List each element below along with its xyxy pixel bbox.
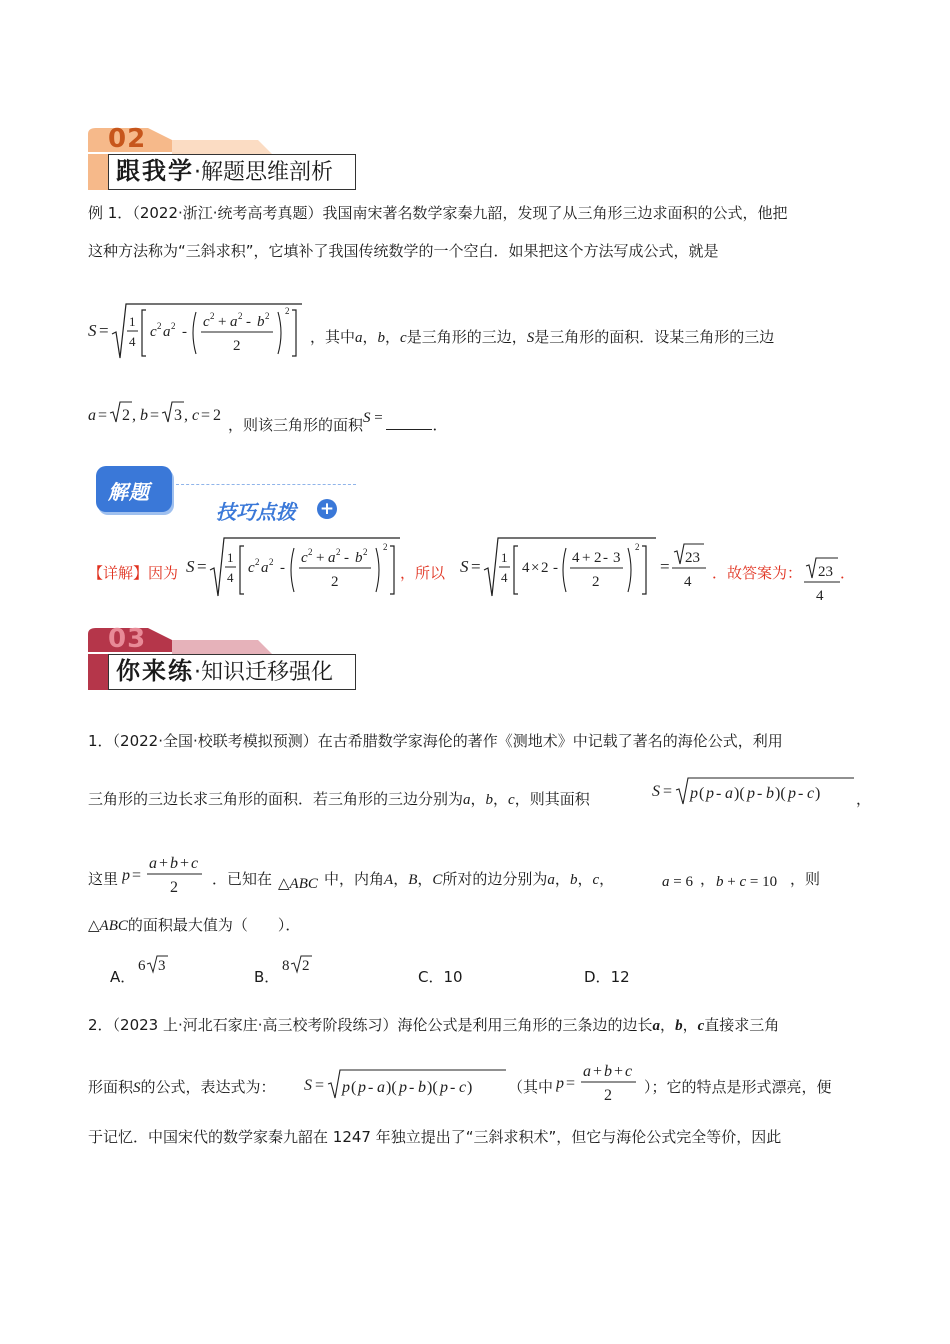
- svg-text:a: a: [377, 1079, 385, 1096]
- q1-line3-c: 中，内角: [324, 870, 385, 888]
- solution-row: [88, 532, 938, 602]
- svg-text:-: -: [246, 314, 251, 330]
- section-03-title-rest: ·知识迁移强化: [194, 660, 333, 685]
- q1-option-b-value: [280, 952, 320, 976]
- svg-text:4: 4: [816, 588, 824, 602]
- q1-line1: [88, 730, 783, 752]
- svg-text:4: 4: [227, 570, 234, 585]
- q1-option-b[interactable]: [254, 958, 310, 987]
- section-03-title-bold: 你来练: [116, 657, 194, 685]
- triangle-abc-1: △ABC: [278, 876, 318, 892]
- svg-text:a: a: [583, 1063, 591, 1080]
- q1-option-c[interactable]: [418, 966, 463, 987]
- svg-text:+: +: [614, 1063, 624, 1080]
- svg-text:a: a: [88, 407, 96, 424]
- q1-line2: [88, 774, 928, 814]
- svg-text:1: 1: [227, 550, 234, 565]
- svg-text:-: -: [368, 1079, 374, 1096]
- svg-text:2: 2: [285, 306, 290, 316]
- solution-subtitle: 技巧点拨: [216, 500, 296, 524]
- svg-text:2: 2: [157, 321, 162, 331]
- q1-line4: [88, 914, 300, 935]
- formula-note-a: ，其中: [310, 328, 356, 346]
- q1-condition-a: a = 6: [662, 874, 693, 890]
- svg-text:2: 2: [171, 321, 176, 331]
- section-02-title-bold: 跟我学: [116, 157, 194, 185]
- svg-text:a: a: [328, 550, 336, 566]
- svg-text:2: 2: [363, 547, 368, 557]
- svg-text:2: 2: [238, 311, 243, 321]
- svg-text:=: =: [660, 557, 670, 576]
- q1-option-a-value: [136, 952, 176, 976]
- svg-text:2: 2: [592, 574, 600, 590]
- section-02-title: [116, 156, 333, 188]
- svg-text:a: a: [149, 855, 157, 872]
- solution-badge: [96, 466, 356, 526]
- q1-line3-rest: 中，内角A，B，C所对的边分别为a，b，c，: [324, 870, 615, 888]
- solution-dashed-line: [176, 484, 356, 485]
- q1-option-a[interactable]: [110, 958, 166, 987]
- svg-text:)(: )(: [775, 785, 786, 802]
- svg-text:)(: )(: [427, 1079, 438, 1096]
- svg-text:a: a: [725, 785, 733, 802]
- svg-text:2: 2: [302, 958, 310, 974]
- svg-text:+: +: [159, 855, 169, 872]
- svg-text:b: b: [604, 1063, 612, 1080]
- svg-text:p: p: [122, 867, 130, 884]
- solution-answer-end: ．: [840, 564, 856, 582]
- q1-line4-text: 的面积最大值为（ ）．: [127, 916, 301, 934]
- section-02-bar: [88, 154, 108, 190]
- svg-text:p: p: [358, 1079, 366, 1096]
- q1-line3-e: ，: [599, 870, 615, 888]
- q2-line1-rest: 海伦公式是利用三角形的三条边的边长: [397, 1016, 653, 1034]
- solution-tag: 【详解】: [88, 564, 149, 582]
- svg-text:4: 4: [572, 550, 580, 566]
- svg-text:p: p: [690, 785, 698, 802]
- q2-source: （2023 上·河北石家庄·高三校考阶段练习）: [112, 1016, 398, 1034]
- svg-text:)(: )(: [734, 785, 745, 802]
- svg-text:=: =: [132, 867, 142, 884]
- svg-text:-: -: [757, 785, 763, 802]
- svg-text:=: =: [471, 557, 481, 576]
- svg-text:p: p: [440, 1079, 448, 1096]
- svg-text:+: +: [593, 1063, 603, 1080]
- q2-line1-end: 直接求三角: [704, 1016, 780, 1034]
- q2-line2-d: ）；它的特点是形式漂亮，便: [644, 1078, 832, 1096]
- svg-text:c: c: [459, 1079, 467, 1096]
- svg-text:c: c: [301, 550, 308, 566]
- svg-text:c: c: [807, 785, 815, 802]
- svg-text:p: p: [342, 1079, 350, 1096]
- svg-text:,: ,: [132, 407, 136, 424]
- q1-line2-text: 三角形的三边长求三角形的面积．若三角形的三边分别为a，b，c，则其面积: [88, 790, 590, 808]
- q2-line2: [88, 1058, 938, 1106]
- q2-line2-c: （其中: [508, 1078, 554, 1096]
- svg-text:2: 2: [383, 542, 388, 552]
- svg-text:2: 2: [255, 557, 260, 567]
- svg-text:=: =: [566, 1075, 576, 1092]
- q1-line2-a: 三角形的三边长求三角形的面积．若三角形的三边分别为: [88, 790, 464, 808]
- svg-text:): ): [467, 1079, 473, 1096]
- svg-text:2: 2: [635, 542, 640, 552]
- p-formula-2: [556, 1058, 656, 1106]
- svg-text:4: 4: [129, 334, 136, 349]
- svg-text:=: =: [201, 407, 211, 424]
- svg-text:b: b: [257, 314, 265, 330]
- svg-text:2: 2: [210, 311, 215, 321]
- svg-text:2: 2: [170, 879, 178, 896]
- example1-line1: [88, 202, 788, 224]
- q1-option-a-label: A．: [110, 968, 136, 986]
- svg-text:23: 23: [685, 550, 700, 566]
- svg-text:,: ,: [184, 407, 188, 424]
- p-formula: [122, 852, 212, 896]
- svg-text:-: -: [409, 1079, 415, 1096]
- q1-line3-d: 所对的边分别为: [442, 870, 548, 888]
- q1-line3-a: 这里: [88, 870, 119, 888]
- example1-line1-rest: 我国南宋著名数学家秦九韶，发现了从三角形三边求面积的公式，他把: [322, 204, 788, 222]
- svg-text:c: c: [192, 407, 200, 424]
- svg-text:S: S: [460, 557, 469, 576]
- svg-text:p: p: [788, 785, 796, 802]
- solution-formula-2: [460, 534, 730, 600]
- solution-badge-label: 解题: [108, 480, 150, 504]
- q1-line2-comma: ，: [856, 790, 872, 808]
- svg-text:2: 2: [269, 557, 274, 567]
- svg-text:S: S: [186, 557, 195, 576]
- svg-text:2: 2: [604, 1087, 612, 1104]
- example1-values-row: [88, 398, 928, 434]
- q1-line3-e2: ，: [700, 870, 716, 888]
- svg-text:+: +: [218, 314, 227, 330]
- svg-text:=: =: [99, 321, 109, 340]
- example1-line2: 这种方法称为“三斜求积”，它填补了我国传统数学的一个空白．如果把这个方法写成公式，就是: [88, 242, 719, 260]
- svg-text:S: S: [304, 1077, 312, 1094]
- q1-option-b-label: B．: [254, 968, 280, 986]
- q2-line1: 2．（2023 上·河北石家庄·高三校考阶段练习）海伦公式是利用三角形的三条边的边长a，b，c直接求三角: [88, 1016, 780, 1034]
- q2-line3: 于记忆．中国宋代的数学家秦九韶在 1247 年独立提出了“三斜求积术”，但它与海伦公式完全等价，因此: [88, 1128, 782, 1146]
- svg-text:(: (: [351, 1079, 357, 1096]
- svg-text:4: 4: [501, 570, 508, 585]
- answer-blank: [386, 413, 432, 430]
- qin-formula: [88, 300, 318, 362]
- svg-text:=: =: [98, 407, 108, 424]
- svg-text:p: p: [399, 1079, 407, 1096]
- q1-option-d-value: 12: [610, 968, 630, 986]
- svg-text:-: -: [344, 550, 349, 566]
- svg-text:23: 23: [818, 564, 833, 580]
- svg-text:-: -: [603, 550, 608, 566]
- svg-text:S: S: [652, 783, 660, 800]
- svg-text:p: p: [556, 1075, 564, 1092]
- heron-formula-2: [304, 1064, 514, 1100]
- formula-note-b: 是三角形的三边，: [406, 328, 527, 346]
- svg-text:3: 3: [174, 407, 182, 424]
- heron-formula: [652, 774, 862, 808]
- svg-text:4: 4: [522, 560, 530, 576]
- solution-so: ，所以: [400, 564, 446, 582]
- svg-text:3: 3: [613, 550, 621, 566]
- svg-text:-: -: [280, 560, 285, 576]
- side-values: [88, 398, 238, 428]
- svg-text:a: a: [230, 314, 238, 330]
- q2-line2-left: 形面积S的公式，表达式为：: [88, 1078, 276, 1096]
- svg-text:a: a: [261, 560, 269, 576]
- svg-text:b: b: [355, 550, 363, 566]
- svg-text:a: a: [163, 324, 171, 340]
- svg-text:2: 2: [233, 338, 241, 354]
- q1-condition-bc: b + c = 10: [716, 874, 778, 890]
- example1-label: 例 1．: [88, 204, 133, 222]
- section-03-title: [116, 656, 333, 688]
- svg-text:=: =: [197, 557, 207, 576]
- values-tail: ，则该三角形的面积: [228, 416, 364, 434]
- q2-number: 2．: [88, 1016, 113, 1034]
- solution-intro: [88, 562, 178, 583]
- example1-source: （2022·浙江·统考高考真题）: [132, 204, 323, 222]
- svg-text:+: +: [582, 550, 591, 566]
- svg-text:c: c: [625, 1063, 633, 1080]
- example1-formula-note: ，其中a，b，c是三角形的三边，S是三角形的面积．设某三角形的三边: [310, 328, 775, 346]
- section-03-header: [88, 622, 360, 692]
- svg-text:b: b: [170, 855, 178, 872]
- svg-text:-: -: [716, 785, 722, 802]
- svg-text:=: =: [150, 407, 160, 424]
- svg-text:-: -: [450, 1079, 456, 1096]
- svg-text:-: -: [553, 560, 558, 576]
- example1-formula-row: [88, 300, 928, 362]
- solution-because: 因为: [148, 564, 179, 582]
- q1-line3-f: ，则: [790, 870, 821, 888]
- svg-text:)(: )(: [386, 1079, 397, 1096]
- svg-text:2: 2: [213, 407, 221, 424]
- svg-text:8: 8: [282, 958, 290, 974]
- section-02-header: [88, 122, 360, 192]
- svg-text:2: 2: [308, 547, 313, 557]
- svg-text:b: b: [140, 407, 148, 424]
- svg-text:b: b: [418, 1079, 426, 1096]
- triangle-abc-2: △ABC: [88, 918, 128, 934]
- q1-option-d-label: D．: [584, 968, 611, 986]
- svg-text:-: -: [798, 785, 804, 802]
- svg-text:(: (: [699, 785, 705, 802]
- q1-line3-b: ．已知在: [212, 870, 273, 888]
- plus-icon: +: [317, 499, 337, 519]
- q1-number: 1．: [88, 732, 113, 750]
- svg-text:2: 2: [594, 550, 602, 566]
- q1-option-c-value: 10: [443, 968, 463, 986]
- example1-values-text: ，则该三角形的面积S = ．: [228, 410, 448, 434]
- svg-text:2: 2: [336, 547, 341, 557]
- svg-text:2: 2: [122, 407, 130, 424]
- svg-text:1: 1: [129, 314, 136, 329]
- section-03-number: 03: [108, 624, 147, 654]
- q1-source: （2022·全国·校联考模拟预测）: [112, 732, 318, 750]
- svg-text:4: 4: [684, 574, 692, 590]
- svg-text:): ): [815, 785, 821, 802]
- svg-text:+: +: [180, 855, 190, 872]
- svg-text:2: 2: [541, 560, 549, 576]
- section-02-title-rest: ·解题思维剖析: [194, 160, 333, 185]
- svg-text:p: p: [706, 785, 714, 802]
- svg-text:S: S: [88, 321, 97, 340]
- q1-option-c-label: C．: [418, 968, 444, 986]
- q2-line2-a: 形面积: [88, 1078, 134, 1096]
- svg-text:b: b: [766, 785, 774, 802]
- svg-text:+: +: [316, 550, 325, 566]
- section-03-bar: [88, 654, 108, 690]
- svg-text:×: ×: [531, 560, 540, 576]
- svg-text:2: 2: [331, 574, 339, 590]
- svg-text:=: =: [315, 1077, 325, 1094]
- q1-option-d[interactable]: [584, 966, 630, 987]
- svg-text:6: 6: [138, 958, 146, 974]
- solution-formula-1: [186, 534, 496, 600]
- svg-text:2: 2: [265, 311, 270, 321]
- svg-text:c: c: [191, 855, 199, 872]
- q1-line1-rest: 在古希腊数学家海伦的著作《测地术》中记载了著名的海伦公式，利用: [317, 732, 783, 750]
- svg-text:=: =: [663, 783, 673, 800]
- svg-text:1: 1: [501, 550, 508, 565]
- section-02-number: 02: [108, 124, 147, 154]
- values-period: ．: [432, 416, 448, 434]
- svg-text:c: c: [203, 314, 210, 330]
- formula-note-c: 是三角形的面积．设某三角形的三边: [534, 328, 775, 346]
- svg-text:c: c: [248, 560, 255, 576]
- q2-line2-b: 的公式，表达式为：: [140, 1078, 276, 1096]
- solution-answer-prefix: ．故答案为：: [712, 564, 803, 582]
- svg-text:p: p: [747, 785, 755, 802]
- q1-line2-b: ，则其面积: [514, 790, 590, 808]
- q1-line3: [88, 852, 928, 896]
- svg-text:c: c: [150, 324, 157, 340]
- svg-text:-: -: [182, 324, 187, 340]
- svg-text:3: 3: [158, 958, 166, 974]
